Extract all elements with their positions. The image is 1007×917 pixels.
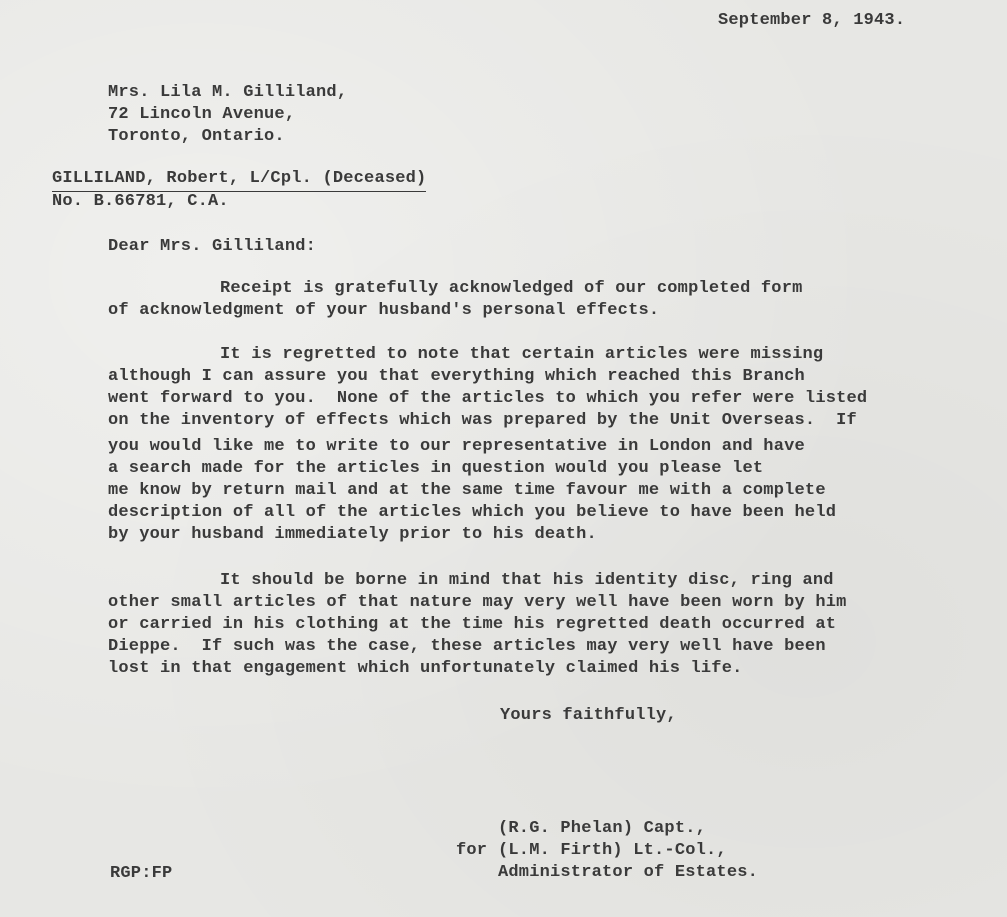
salutation: Dear Mrs. Gilliland: (108, 237, 317, 256)
paragraph-line: or carried in his clothing at the time his regretted death occurred at (108, 615, 837, 634)
paragraph-line: It should be borne in mind that his identity disc, ring and (220, 571, 834, 590)
paragraph-line: Receipt is gratefully acknowledged of our completed form (220, 279, 803, 298)
signatory-name: (R.G. Phelan) Capt., (498, 819, 707, 838)
recipient-city: Toronto, Ontario. (108, 127, 285, 146)
reference-initials: RGP:FP (110, 864, 173, 883)
paragraph-line: a search made for the articles in question would you please let (108, 459, 764, 478)
letter-date: September 8, 1943. (718, 11, 906, 30)
paragraph-line: other small articles of that nature may very well have been worn by him (108, 593, 847, 612)
paragraph-line: you would like me to write to our representative in London and have (108, 437, 805, 456)
recipient-name: Mrs. Lila M. Gilliland, (108, 83, 348, 102)
paragraph-line: by your husband immediately prior to his death. (108, 525, 597, 544)
paragraph-line: on the inventory of effects which was prepared by the Unit Overseas. If (108, 411, 857, 430)
paragraph-line: Dieppe. If such was the case, these articles may very well have been (108, 637, 826, 656)
paragraph-line: lost in that engagement which unfortunately claimed his life. (108, 659, 743, 678)
signatory-title: Administrator of Estates. (498, 863, 759, 882)
closing: Yours faithfully, (500, 706, 677, 725)
recipient-street: 72 Lincoln Avenue, (108, 105, 296, 124)
service-number: No. B.66781, C.A. (52, 192, 229, 211)
paragraph-line: It is regretted to note that certain articles were missing (220, 345, 824, 364)
paragraph-line: of acknowledgment of your husband's personal effects. (108, 301, 660, 320)
paragraph-line: me know by return mail and at the same time favour me with a complete (108, 481, 826, 500)
subject-line: GILLILAND, Robert, L/Cpl. (Deceased) (52, 168, 426, 192)
paragraph-line: although I can assure you that everything which reached this Branch (108, 367, 805, 386)
signatory-principal: (L.M. Firth) Lt.-Col., (498, 841, 727, 860)
paragraph-line: went forward to you. None of the articles to which you refer were listed (108, 389, 868, 408)
paragraph-line: description of all of the articles which you believe to have been held (108, 503, 837, 522)
signature-for-prefix: for (456, 841, 488, 860)
